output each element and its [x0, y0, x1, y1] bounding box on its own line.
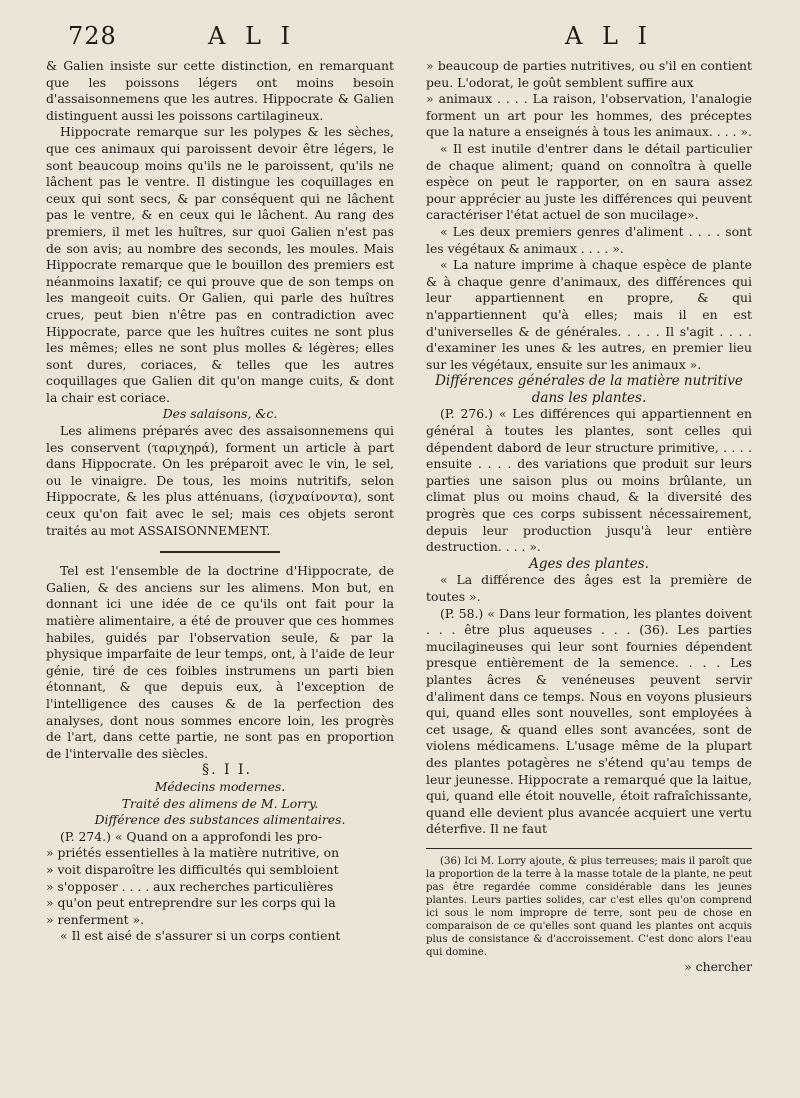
section-rule	[160, 551, 280, 553]
paragraph: « La différence des âges est la première de toutes ».	[426, 572, 752, 604]
paragraph: « Il est inutile d'entrer dans le détail particulier de chaque aliment; quand on connoîtra à quelle espèce on peut le rapporter, on en saura assez pour apprécier au juste les différences qui peuvent caractériser l'état actuel de son mucilage».	[426, 140, 752, 223]
page-number: 728	[68, 22, 117, 50]
section-heading: Médecins modernes.	[154, 778, 286, 794]
footnote-rule	[426, 848, 752, 849]
section-heading: Ages des plantes.	[529, 555, 649, 572]
section-number: §. I I.	[202, 762, 252, 779]
paragraph: Tel est l'ensemble de la doctrine d'Hippocrate, de Galien, & des anciens sur les alimens. Mon but, en donnant ici une idée de ce qu'ils ont fait pour la matière alimentaire, a été de prouver que ces hommes habiles, guidés par l'observation seule, & par la physique imparfaite de leur temps, ont, à l'aide de leur génie, tiré de ces foibles instrumens un parti bien étonnant, & que depuis eux, à l'exception de l'intelligence des causes & de la perfection des analyses, dont nous sommes encore loin, les progrès de l'art, dans cette partie, ne sont pas en proportion de l'intervalle des siècles.	[46, 563, 394, 761]
footnote: (36) Ici M. Lorry ajoute, & plus terreuses; mais il paroît que la proportion de la terre à la masse totale de la plante, ne peut pas être regardée comme considérable dans les jeunes plantes. Leurs parties solides, car c'est elles qu'on comprend ici sous le nom impropre de terre, sont peu de chose en comparaison de ce qu'elles sont quand les plantes ont acquis plus de consistance & d'accroissement. C'est donc alors l'eau qui domine.	[426, 855, 752, 958]
paragraph: Hippocrate remarque sur les polypes & les sèches, que ces animaux qui paroissent devoir être légers, le sont beaucoup moins qu'ils ne le paroissent, qu'ils ne lâchent pas le ventre. Il distingue les coquillages en ceux qui sont secs, & par conséquent qui ne lâchent pas le ventre, & en ceux qui le lâchent. Au rang des premiers, il met les huîtres, sur quoi Galien n'est pas de son avis; au nombre des seconds, les moules. Mais Hippocrate remarque que le bouillon des premiers est néanmoins laxatif; ce qui prouve que de son temps on les mangeoit cuits. Or Galien, qui parle des huîtres crues, peut bien n'être pas en contradiction avec Hippocrate, parce que les huîtres cuites ne sont plus les mêmes; elles ne sont plus molles & légères; elles sont dures, coriaces, & telles que les autres coquillages que Galien dit qu'on mange cuits, & dont la chair est coriace.	[46, 124, 394, 405]
section-heading: Des salaisons, &c.	[162, 406, 278, 422]
paragraph: « La nature imprime à chaque espèce de plante & à chaque genre d'animaux, des différences qui leur appartiennent en propre, & qui n'appartiennent qu'à elles; mais il en est d'universelles & de générales. . . . . Il s'agit . . . . d'examiner les unes & les autres, en premier lieu sur les végétaux, ensuite sur les animaux ».	[426, 257, 752, 372]
quoted-line: » s'opposer . . . . aux recherches particulières	[32, 879, 394, 896]
quoted-line: » priétés essentielles à la matière nutritive, on	[32, 845, 394, 862]
paragraph: « Les deux premiers genres d'aliment . . . . sont les végétaux & animaux . . . . ».	[426, 223, 752, 256]
section-heading: Traité des alimens de M. Lorry.	[121, 795, 319, 811]
catchword: » chercher	[684, 958, 752, 974]
right-column	[426, 58, 752, 976]
section-heading: Différences générales de la matière nutritive dans les plantes.	[435, 373, 743, 406]
paragraph: & Galien insiste sur cette distinction, en remarquant que les poissons légers ont moins besoin d'assaisonnemens que les autres. Hippocrate & Galien distinguent aussi les poissons cartilagineux.	[46, 58, 394, 123]
paragraph: « Il est aisé de s'assurer si un corps contient	[60, 928, 341, 944]
quoted-line: » qu'on peut entreprendre sur les corps qui la	[32, 895, 394, 912]
quoted-line: » beaucoup de parties nutritives, ou s'il en contient peu. L'odorat, le goût semblent suffire aux	[412, 58, 752, 91]
paragraph: (P. 274.) « Quand on a approfondi les pro-	[60, 828, 323, 844]
paragraph: (P. 276.) « Les différences qui appartiennent en général à toutes les plantes, sont celles qui dépendent dabord de leur structure primitive, . . . . ensuite . . . . des variations que produit sur leurs parties une saison plus ou moins brûlante, un climat plus ou moins chaud, & la diversité des progrès que ces corps subissent nécessairement, depuis leur production jusqu'à leur entière destruction. . . . ».	[426, 406, 752, 555]
quoted-line: » animaux . . . . La raison, l'observation, l'analogie forment un art pour les hommes, des préceptes que la nature a enseignés à tous les animaux. . . . ».	[412, 91, 752, 141]
running-title-left: A L I	[208, 22, 297, 50]
section-heading: Différence des substances alimentaires.	[94, 812, 346, 828]
quoted-line: » renferment ».	[32, 912, 394, 929]
running-title-right: A L I	[565, 22, 654, 50]
left-column	[46, 58, 394, 945]
paragraph: Les alimens préparés avec des assaisonnemens qui les conservent (ταριχηρά), forment un article à part dans Hippocrate. On les préparoit avec le vin, le sel, ou le vinaigre. De tous, les moins nutritifs, selon Hippocrate, & les plus atténuans, (ἰσχναίνοντα), sont ceux qu'on fait avec le sel; mais ces objets seront traités au mot ASSAISONNEMENT.	[46, 423, 394, 538]
quoted-line: » voit disparoître les difficultés qui sembloient	[32, 862, 394, 879]
paragraph: (P. 58.) « Dans leur formation, les plantes doivent . . . être plus aqueuses . . . (36). Les parties mucilagineuses qui leur sont fournies dépendent presque entièrement de la semence. . . . Les plantes âcres & venéneuses peuvent servir d'aliment dans ce temps. Nous en voyons plusieurs qui, quand elles sont nouvelles, sont employées à cet usage, & quand elles sont avancées, sont de violens médicamens. L'usage même de la plupart des plantes potagères ne s'étend qu'au temps de leur jeunesse. Hippocrate a remarqué que la laitue, qui, quand elle étoit nouvelle, étoit rafraîchissante, quand elle devient plus avancée acquiert une vertu déterfive. Il ne faut	[426, 605, 752, 837]
